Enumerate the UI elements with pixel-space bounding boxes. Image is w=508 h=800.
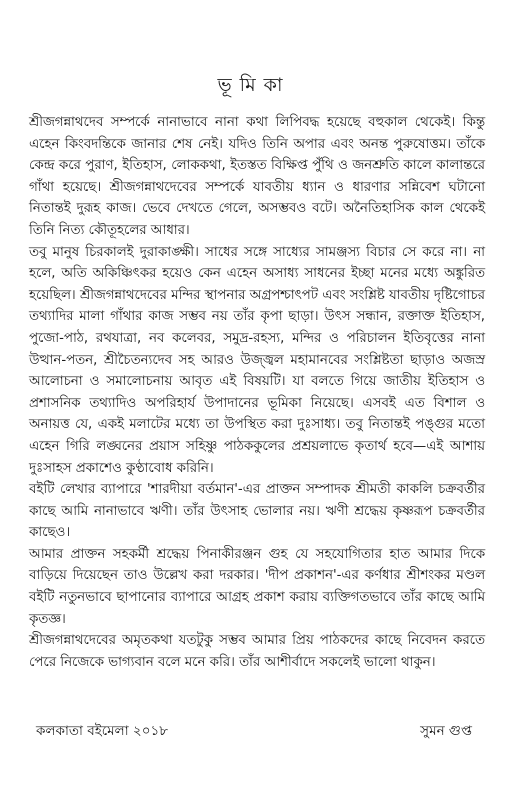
preface-body bbox=[29, 112, 485, 673]
paragraph: তবু মানুষ চিরকালই দুরাকাঙ্ক্ষী। সাধের সঙ্গে সাধ্যের সামঞ্জস্য বিচার সে করে না। না হলে, অতি অকিঞ্চিৎকর হয়েও কেন এহেন অসাধ্য সাধনের ইচ্ছা মনের মধ্যে অঙ্কুরিত হয়েছিল। শ্রীজগন্নাথদেবের মন্দির স্থাপনার অগ্রপশ্চাৎপট এবং সংশ্লিষ্ট যাবতীয় দৃষ্টিগোচর তথ্যাদির মালা গাঁথার কাজ সম্ভব নয় তাঁর কৃপা ছাড়া। উৎস সন্ধান, রক্তাক্ত ইতিহাস, পুজো-পাঠ, রথযাত্রা, নব কলেবর, সমুদ্র-রহস্য, মন্দির ও পরিচালন ইতিবৃত্তের নানা উত্থান-পতন, শ্রীচৈতন্যদেব সহ আরও উজ্জ্বল মহামানবের সংশ্লিষ্টতা ছাড়াও অজস্র আলোচনা ও সমালোচনায় আবৃত এই বিষয়টি। যা বলতে গিয়ে জাতীয় ইতিহাস ও প্রশাসনিক তথ্যাদিও অপরিহার্য উপাদানের ভূমিকা নিয়েছে। এসবই এত বিশাল ও অনায়ত্ত যে, একই মলাটের মধ্যে তা উপস্থিত করা দুঃসাধ্য। তবু নিতান্তই পঙ্গুর মতো এহেন গিরি লঙ্ঘনের প্রয়াস সহিষ্ণু পাঠককুলের প্রশ্রয়লাভে কৃতার্থ হবে—এই আশায় দুঃসাহস প্রকাশেও কুণ্ঠাবোধ করিনি। bbox=[29, 244, 485, 476]
page-title: ভূমিকা bbox=[217, 73, 291, 96]
paragraph: শ্রীজগন্নাথদেব সম্পর্কে নানাভাবে নানা কথা লিপিবদ্ধ হয়েছে বহুকাল থেকেই। কিন্তু এহেন কিংবদন্তিকে জানার শেষ নেই। যদিও তিনি অপার এবং অনন্ত পুরুষোত্তম। তাঁকে কেন্দ্র করে পুরাণ, ইতিহাস, লোককথা, ইতস্তত বিক্ষিপ্ত পুঁথি ও জনশ্রুতি কালে কালান্তরে গাঁথা হয়েছে। শ্রীজগন্নাথদেবের সম্পর্কে যাবতীয় ধ্যান ও ধারণার সন্নিবেশ ঘটানো নিতান্তই দুরূহ কাজ। ভেবে দেখতে গেলে, অসম্ভবও বটে। অনৈতিহাসিক কাল থেকেই তিনি নিত্য কৌতূহলের আধার। bbox=[29, 115, 485, 238]
signature-line bbox=[36, 720, 472, 743]
place-and-date: কলকাতা বইমেলা ২০১৮ bbox=[36, 723, 168, 739]
paragraph: আমার প্রাক্তন সহকর্মী শ্রদ্ধেয় পিনাকীরঞ্জন গুহ যে সহযোগিতার হাত আমার দিকে বাড়িয়ে দিয়েছেন তাও উল্লেখ করা দরকার। 'দীপ প্রকাশন'-এর কর্ণধার শ্রীশংকর মণ্ডল বইটি নতুনভাবে ছাপানোর ব্যাপারে আগ্রহ প্রকাশ করায় ব্যক্তিগতভাবে তাঁর কাছে আমি কৃতজ্ঞ। bbox=[29, 546, 485, 627]
author-name: সুমন গুপ্ত bbox=[420, 723, 472, 739]
paragraph: শ্রীজগন্নাথদেবের অমৃতকথা যতটুকু সম্ভব আমার প্রিয় পাঠকদের কাছে নিবেদন করতে পেরে নিজেকে ভাগ্যবান বলে মনে করি। তাঁর আশীর্বাদে সকলেই ভালো থাকুন। bbox=[29, 633, 485, 670]
paragraph: বইটি লেখার ব্যাপারে 'শারদীয়া বর্তমান'-এর প্রাক্তন সম্পাদক শ্রীমতী কাকলি চক্রবর্তীর কাছে আমি নানাভাবে ঋণী। তাঁর উৎসাহ ভোলার নয়। ঋণী শ্রদ্ধেয় কৃষ্ণরূপ চক্রবর্তীর কাছেও। bbox=[29, 482, 485, 541]
